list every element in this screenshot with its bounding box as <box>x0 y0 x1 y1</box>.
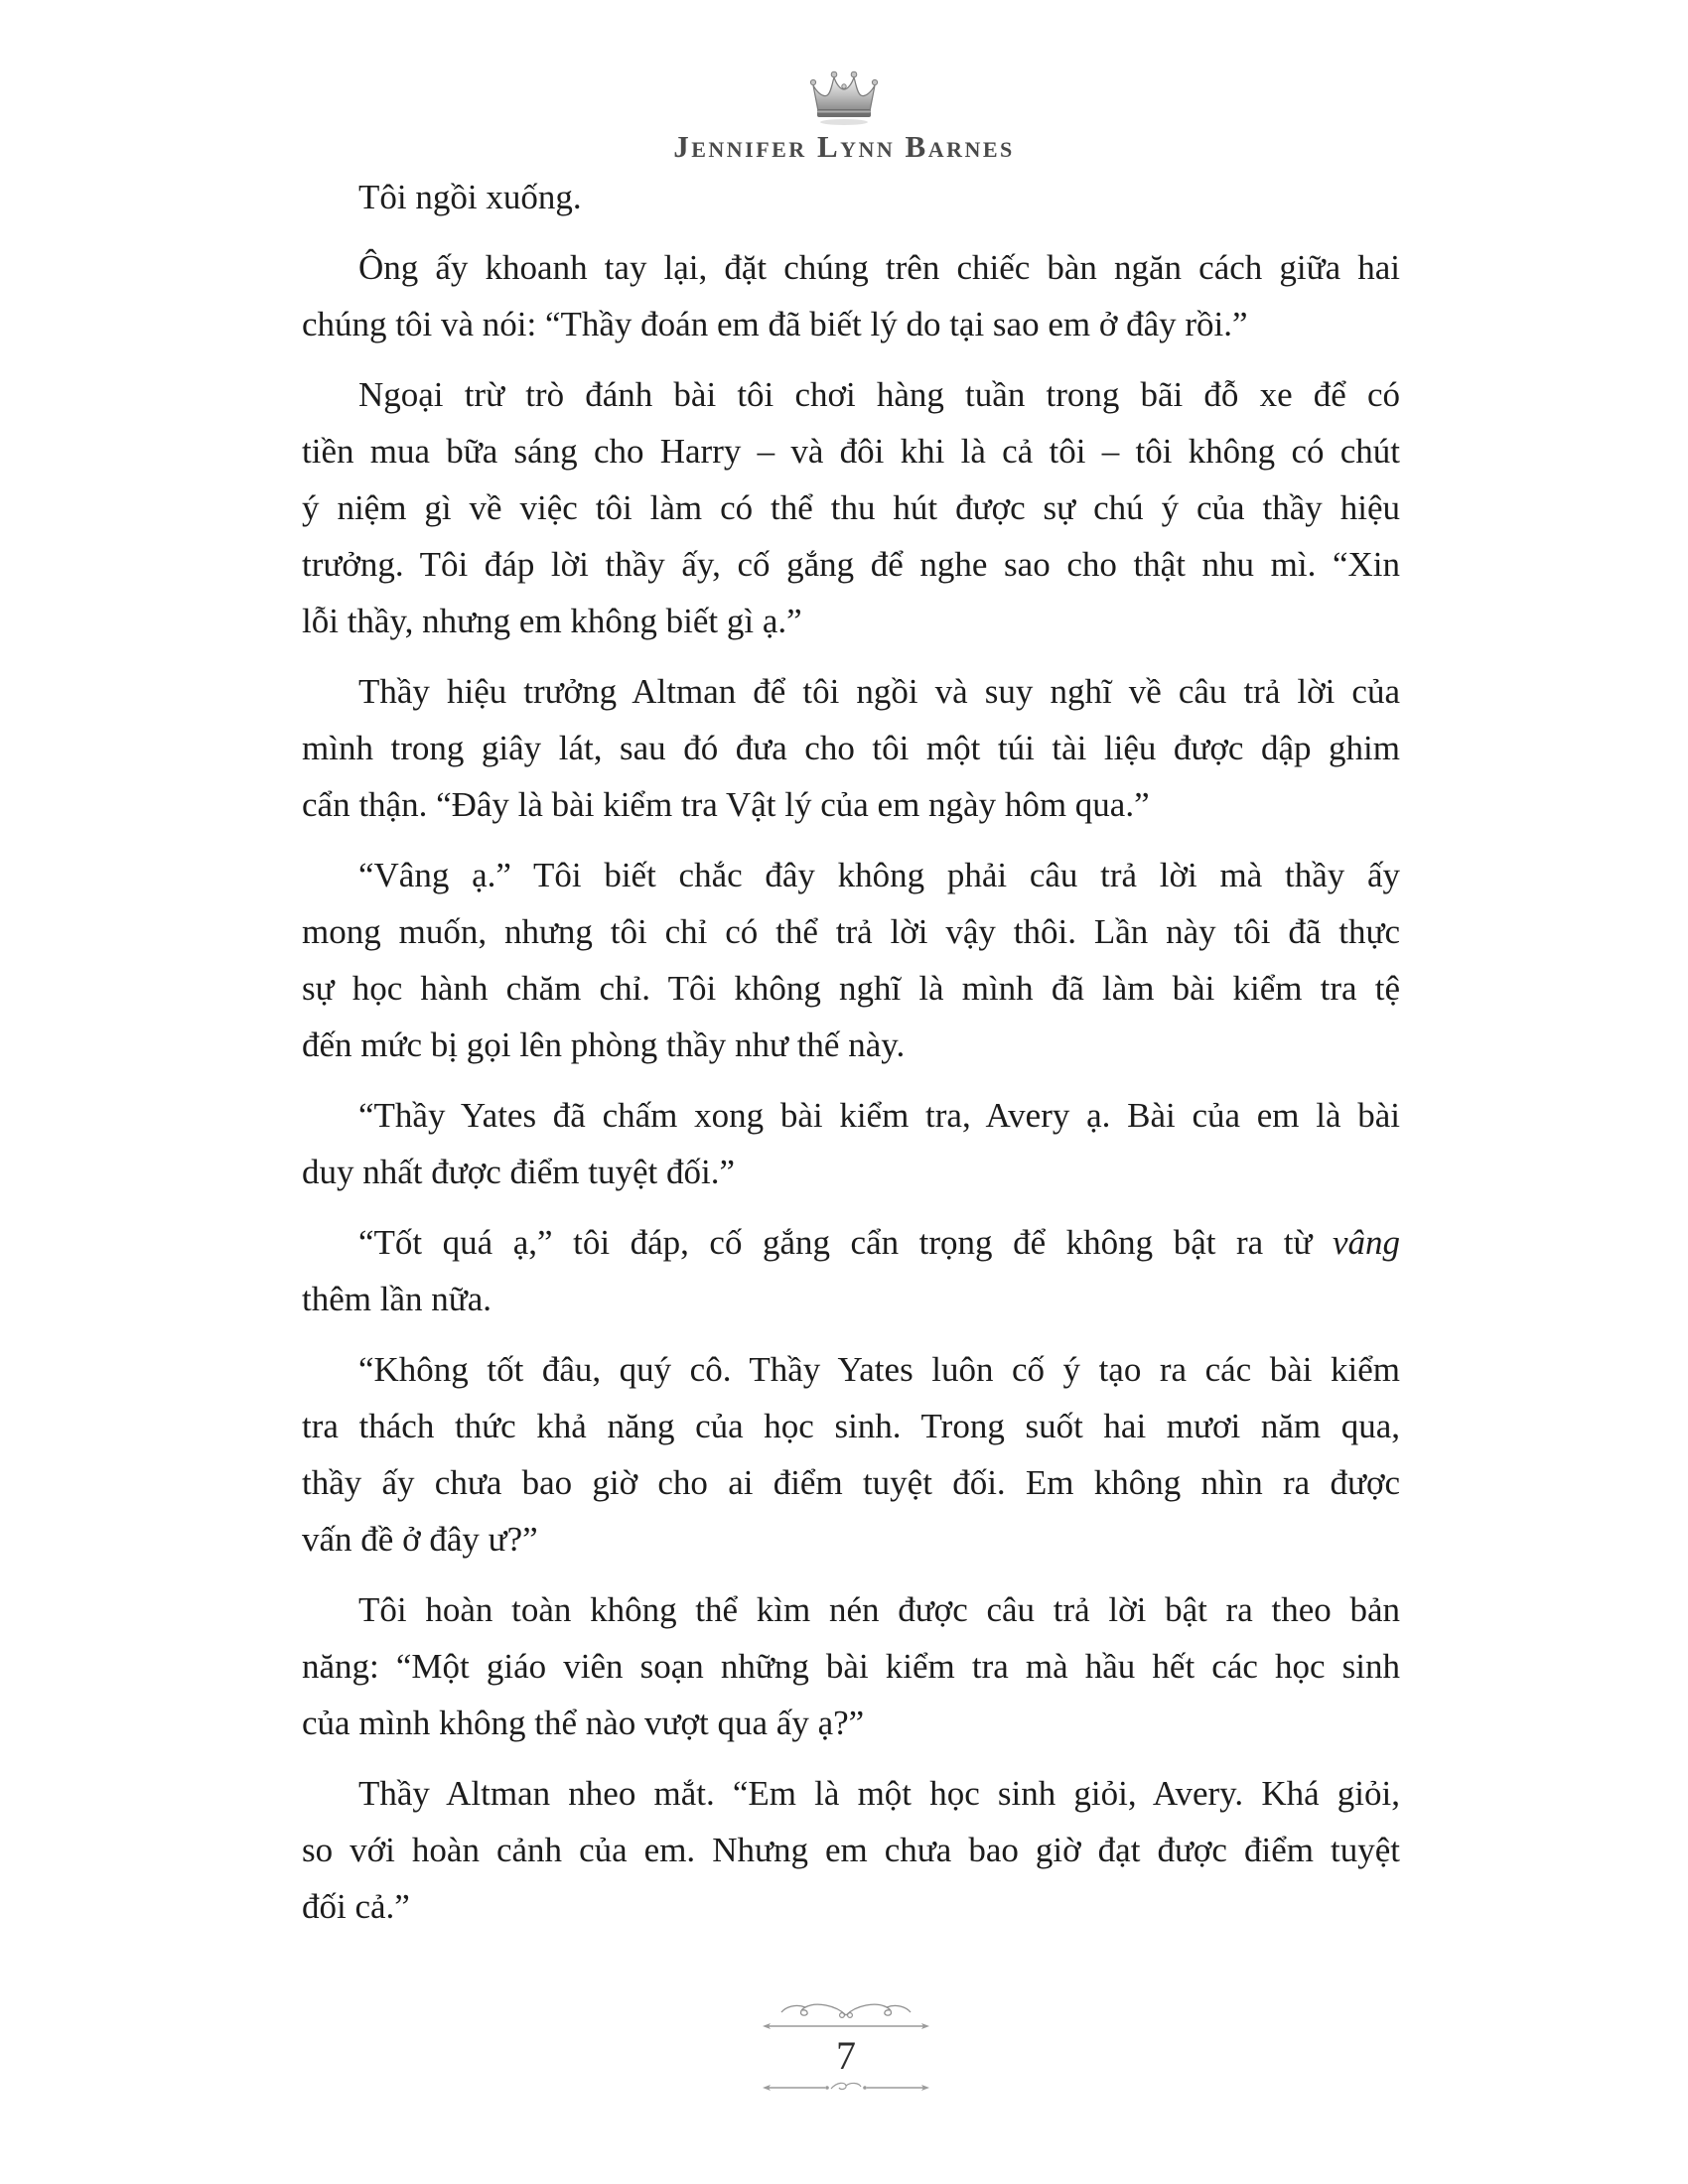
text-line: Ngoại trừ trò đánh bài tôi chơi hàng tuần trong bãi đỗ xe để có <box>358 375 1400 414</box>
text-line: trưởng. Tôi đáp lời thầy ấy, cố gắng để nghe sao cho thật nhu mì. “Xin <box>302 545 1400 584</box>
page-header <box>0 66 1688 165</box>
text-line: của mình không thể nào vượt qua ấy ạ?” <box>302 1704 865 1742</box>
paragraph <box>302 663 1400 833</box>
text-line: Tôi ngồi xuống. <box>358 178 582 216</box>
footer-flourish-top-icon <box>762 1993 930 2033</box>
text-line: “Thầy Yates đã chấm xong bài kiểm tra, Avery ạ. Bài của em là bài <box>358 1096 1400 1135</box>
paragraph <box>302 1087 1400 1200</box>
paragraph <box>302 1581 1400 1751</box>
paragraph <box>302 1765 1400 1935</box>
text-line: vấn đề ở đây ư?” <box>302 1520 538 1559</box>
text-line: mình trong giây lát, sau đó đưa cho tôi một túi tài liệu được dập ghim <box>302 729 1400 767</box>
page-body <box>302 169 1400 1935</box>
paragraph <box>302 1341 1400 1568</box>
text-line: so với hoàn cảnh của em. Nhưng em chưa bao giờ đạt được điểm tuyệt <box>302 1831 1400 1869</box>
paragraph <box>302 239 1400 352</box>
text-line: Tôi hoàn toàn không thể kìm nén được câu trả lời bật ra theo bản <box>358 1590 1400 1629</box>
text-line: mong muốn, nhưng tôi chỉ có thể trả lời vậy thôi. Lần này tôi đã thực <box>302 912 1400 951</box>
text-line: “Không tốt đâu, quý cô. Thầy Yates luôn cố ý tạo ra các bài kiểm <box>358 1350 1400 1389</box>
text-line: thầy ấy chưa bao giờ cho ai điểm tuyệt đối. Em không nhìn ra được <box>302 1463 1400 1502</box>
text-line: sự học hành chăm chỉ. Tôi không nghĩ là mình đã làm bài kiểm tra tệ <box>302 969 1400 1008</box>
footer-flourish-bottom-icon <box>762 2078 930 2100</box>
text-line: năng: “Một giáo viên soạn những bài kiểm tra mà hầu hết các học sinh <box>302 1647 1400 1686</box>
page-footer <box>762 1993 930 2100</box>
paragraph <box>302 1214 1400 1327</box>
paragraph <box>302 169 1400 225</box>
text-line: ý niệm gì về việc tôi làm có thể thu hút được sự chú ý của thầy hiệu <box>302 488 1400 527</box>
text-line: Ông ấy khoanh tay lại, đặt chúng trên chiếc bàn ngăn cách giữa hai <box>358 248 1400 287</box>
crown-logo <box>0 66 1688 127</box>
page-number: 7 <box>836 2033 856 2078</box>
text-line: lỗi thầy, nhưng em không biết gì ạ.” <box>302 602 802 640</box>
paragraph <box>302 847 1400 1073</box>
text-line: tiền mua bữa sáng cho Harry – và đôi khi là cả tôi – tôi không có chút <box>302 432 1400 471</box>
text-line: tra thách thức khả năng của học sinh. Trong suốt hai mươi năm qua, <box>302 1407 1400 1445</box>
text-line: “Vâng ạ.” Tôi biết chắc đây không phải câu trả lời mà thầy ấy <box>358 856 1400 894</box>
author-name: Jennifer Lynn Barnes <box>673 129 1015 164</box>
crown-icon <box>802 66 886 127</box>
text-line: đối cả.” <box>302 1887 410 1926</box>
text-line: duy nhất được điểm tuyệt đối.” <box>302 1153 735 1191</box>
text-line: Thầy hiệu trưởng Altman để tôi ngồi và suy nghĩ về câu trả lời của <box>358 672 1400 711</box>
text-line: thêm lần nữa. <box>302 1280 492 1318</box>
text-line: chúng tôi và nói: “Thầy đoán em đã biết lý do tại sao em ở đây rồi.” <box>302 305 1248 343</box>
text-line: Thầy Altman nheo mắt. “Em là một học sinh giỏi, Avery. Khá giỏi, <box>358 1774 1400 1813</box>
paragraph <box>302 366 1400 649</box>
text-line: “Tốt quá ạ,” tôi đáp, cố gắng cẩn trọng để không bật ra từ vâng <box>358 1223 1400 1262</box>
text-line: cẩn thận. “Đây là bài kiểm tra Vật lý của em ngày hôm qua.” <box>302 785 1150 824</box>
text-line: đến mức bị gọi lên phòng thầy như thế này. <box>302 1025 906 1064</box>
